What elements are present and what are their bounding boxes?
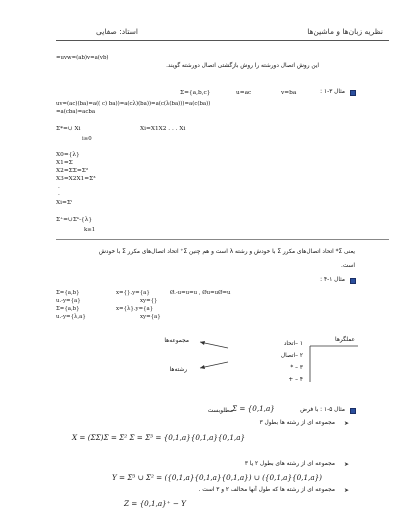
item2-arrow-icon: ➤ bbox=[344, 461, 350, 468]
ex3-v: v=ba bbox=[281, 90, 297, 96]
kleene-dots-1: . bbox=[58, 184, 60, 190]
ex4-bullet-icon bbox=[350, 278, 356, 284]
kleene-def: Σ*=∪ Xi bbox=[56, 126, 81, 132]
kleene-product: Xi=X1X2 . . . Xi bbox=[140, 126, 186, 132]
kleene-index: i≥0 bbox=[82, 136, 92, 142]
sets-label: مجموعه‌ها bbox=[164, 338, 189, 344]
strings-label: رشته‌ها bbox=[169, 367, 187, 373]
kleene-plus-index: k≥1 bbox=[84, 227, 96, 233]
ex3-u: u=ac bbox=[236, 90, 252, 96]
ex3-calc2: =a(cba)=acba bbox=[56, 109, 96, 115]
ex4-identity: Ø.-u=u=u , Øu=uØ=u bbox=[170, 290, 231, 296]
operator-item-3: ۳ – * bbox=[290, 365, 303, 371]
formula-y: Y = Σ³ ∪ Σ² = ({0,1,a}{0,1,a}{0,1,a}) ∪ ({0,1,a}{0,1,a}) bbox=[112, 473, 322, 482]
ex5-wanted: مطلوبست bbox=[207, 408, 233, 414]
kleene-x1: X1=Σ bbox=[56, 160, 73, 166]
arrow-head-sets bbox=[200, 341, 205, 345]
item3-arrow-icon: ➤ bbox=[344, 487, 350, 494]
ex5-bullet-icon bbox=[350, 408, 356, 414]
ex4-col1-row2: u.-y={a} bbox=[56, 298, 81, 304]
operator-item-2: ۲ –اتصال bbox=[280, 353, 303, 359]
ex3-label: مثال ۳-۱ : bbox=[320, 89, 345, 95]
ex5-item3: مجموعه ای از رشته ها که طول آنها مخالف ۲ و ۳ است . bbox=[198, 487, 335, 493]
ex5-label: مثال ۵-۱ : با فرض bbox=[300, 407, 345, 413]
operator-item-4: ۴ – + bbox=[288, 377, 303, 383]
operators-label: عملگرها bbox=[335, 337, 355, 343]
kleene-x3: X3=X2X1=Σ³ bbox=[56, 176, 96, 182]
item1-arrow-icon: ➤ bbox=[344, 420, 350, 427]
kleene-x0: X0={λ} bbox=[56, 152, 80, 158]
header-rule bbox=[56, 40, 389, 41]
paragraph-line-2: است. bbox=[340, 263, 355, 269]
ex3-bullet-icon bbox=[350, 90, 356, 96]
ex4-col1-row1: Σ={a,b} bbox=[56, 290, 80, 296]
kleene-plus: Σ⁺=∪Σᵏ-{λ} bbox=[56, 217, 93, 223]
paragraph-line-1: یعنی Σ* اتحاد اتصال‌های مکرر Σ با خودش و رشته λ است و هم چنین Σ⁺ اتحاد اتصال‌های مکرر Σ با خودش bbox=[98, 249, 355, 255]
ex4-col2-row4: xy={a} bbox=[140, 314, 161, 320]
formula-x: X = (ΣΣ)Σ = Σ² Σ = Σ³ = {0,1,a}{0,1,a}{0,1,a} bbox=[72, 433, 246, 442]
ex5-item2: مجموعه ای از رشته های بطول ۲ یا ۳ bbox=[244, 461, 335, 467]
header-instructor: استاد: صفایی bbox=[96, 27, 138, 36]
ex5-sigma: Σ = {0,1,a} bbox=[232, 404, 275, 413]
ex4-col2-row2: xy={} bbox=[140, 298, 158, 304]
formula-z: Z = {0,1,a}⁺ − Y bbox=[124, 499, 186, 508]
ex3-calc1: uv=(ac)(ba)=a(( c) ba))=a(cλ)(ba))=a(c(λ(ba)))=a(c(ba)) bbox=[56, 101, 211, 107]
ex5-item1: مجموعه ای از رشته ها بطول ۳ bbox=[259, 420, 335, 426]
section-divider bbox=[56, 239, 389, 240]
formula-line: =uvw=(ab)v=a(vb) bbox=[56, 55, 109, 61]
ex4-col1-row3: Σ={a,b} bbox=[56, 306, 80, 312]
intro-text: این روش اتصال دورشته را روش بازگشتی اتصال دورشته گویند. bbox=[166, 63, 319, 69]
arrow-head-strings bbox=[200, 365, 205, 369]
operator-item-1: ۱ –اتحاد bbox=[283, 341, 303, 347]
kleene-dots-2: . bbox=[58, 191, 60, 197]
ex4-label: مثال ۱-۴ : bbox=[320, 277, 345, 283]
ex4-col2-row3: x={λ}.y={a} bbox=[116, 306, 154, 312]
kleene-x2: X2=ΣΣ=Σ² bbox=[56, 168, 89, 174]
operators-diagram bbox=[160, 328, 360, 392]
header-title: نظریه زبان‌ها و ماشین‌ها bbox=[307, 27, 383, 36]
ex3-sigma: Σ={a,b,c} bbox=[180, 90, 211, 96]
ex4-col1-row4: u.-y={λ,a} bbox=[56, 314, 86, 320]
ex4-col2-row1: x={}.y={a} bbox=[116, 290, 150, 296]
kleene-xi: Xi=Σⁱ bbox=[56, 200, 73, 206]
